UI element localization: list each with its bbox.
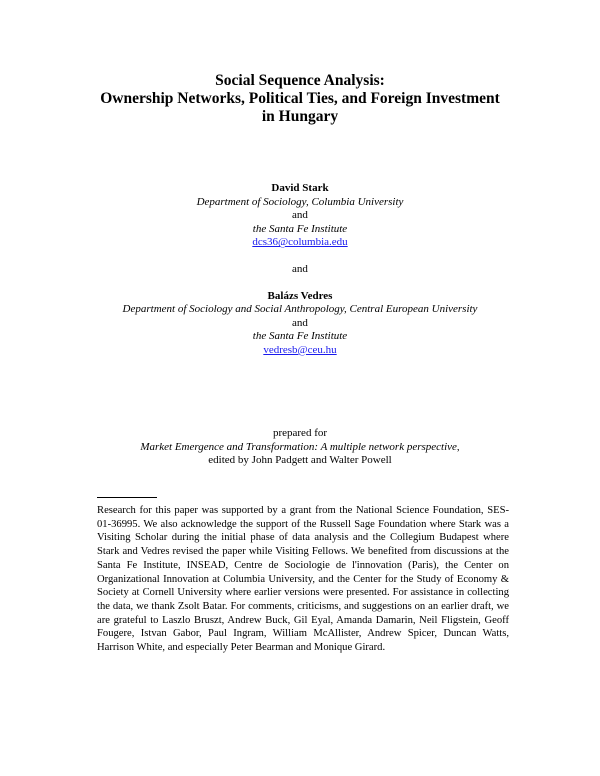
- title-line-3: in Hungary: [261, 108, 339, 125]
- author-block: [0, 182, 600, 358]
- title-line-1: Social Sequence Analysis:: [215, 72, 385, 89]
- footnote-rule: [97, 497, 157, 498]
- author-2: [0, 290, 600, 358]
- author-2-name: Balázs Vedres: [267, 289, 333, 302]
- author-2-affiliation-2: the Santa Fe Institute: [252, 330, 348, 343]
- author-1-name: David Stark: [271, 182, 329, 194]
- author-2-affiliation: Department of Sociology and Social Anthropology, Central European University: [122, 303, 478, 316]
- author-1-email-link[interactable]: dcs36@columbia.edu: [252, 236, 348, 249]
- author-2-and: and: [292, 316, 308, 329]
- prepared-for-block: [0, 427, 600, 468]
- prepared-for-label: prepared for: [272, 427, 328, 439]
- author-1-affiliation: Department of Sociology, Columbia University: [196, 195, 404, 208]
- author-1-affiliation-2: the Santa Fe Institute: [252, 222, 348, 235]
- author-1: [0, 182, 600, 250]
- book-title: Market Emergence and Transformation: A multiple network perspective: [140, 440, 457, 453]
- acknowledgement-footnote: Research for this paper was supported by a grant from the National Science Foundation, SES-01-36995. We also acknowledge the support of the Russell Sage Foundation where Stark was a Visiting Scholar during the initial phase of data analysis and the Collegium Budapest where Stark and Vedres revised the paper while Visiting Fellows. We benefited from discussions at the Santa Fe Institute, INSEAD, Centre de Sociologie de l'innovation (Paris), the Center on Organizational Innovation at Columbia University, and the Center for the Study of Economy & Society at Cornell University where earlier versions were presented. For assistance in collecting the data, we thank Zsolt Batar. For comments, criticisms, and suggestions on an earlier draft, we are grateful to Laszlo Bruszt, Andrew Buck, Gil Eyal, Amanda Damarin, Neil Fligstein, Geoff Fougere, Istvan Gabor, Paul Ingram, William McAllister, Andrew Spicer, Duncan Watts, Harrison White, and especially Peter Bearman and Monique Girard.: [97, 505, 509, 654]
- authors-separator: and: [292, 262, 308, 275]
- paper-title: [0, 72, 600, 126]
- book-line: [0, 441, 600, 455]
- editors-line: edited by John Padgett and Walter Powell: [208, 454, 392, 467]
- author-1-and: and: [292, 209, 308, 222]
- author-2-email-link[interactable]: vedresb@ceu.hu: [263, 343, 337, 356]
- title-line-2: Ownership Networks, Political Ties, and Foreign Investment: [100, 90, 500, 107]
- book-title-comma: ,: [456, 440, 460, 453]
